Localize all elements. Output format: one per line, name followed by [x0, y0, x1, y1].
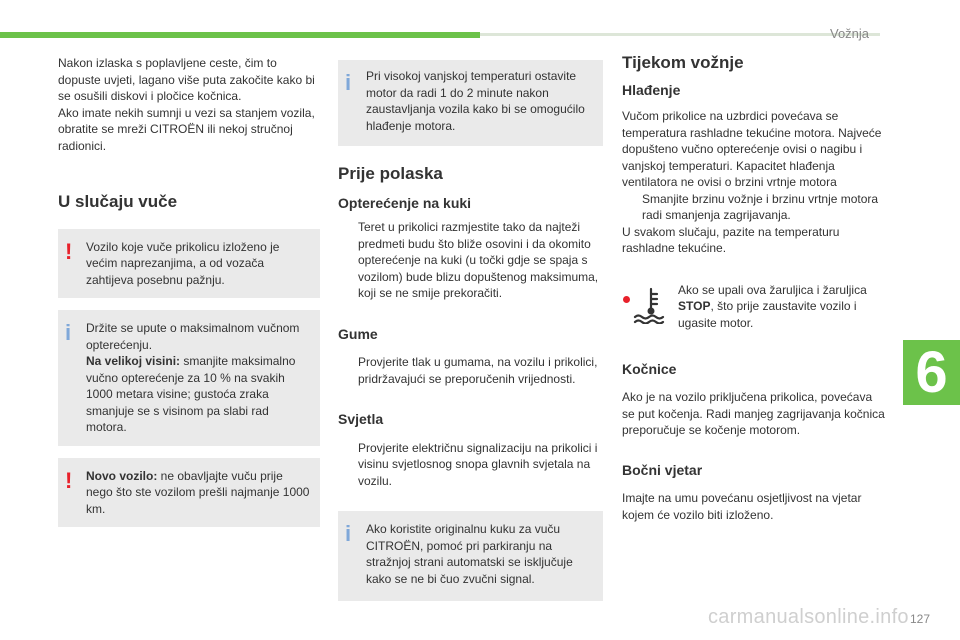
header-bar: [0, 32, 480, 38]
info-text: Držite se upute o maksimalnom vučnom opterećenju.: [86, 321, 300, 352]
new-vehicle-text: [86, 468, 312, 518]
bullet-text: Smanjite brzinu vožnje i brzinu vrtnje motora radi smanjenja zagrijavanja.: [642, 191, 879, 222]
new-vehicle-label: Novo vozilo:: [86, 468, 158, 483]
brakes-heading: Kočnice: [622, 360, 677, 377]
altitude-label: Na velikoj visini:: [86, 354, 181, 368]
cooling-heading: Hlađenje: [622, 81, 681, 98]
coolant-warning-block: [622, 282, 887, 338]
bullet-item: [622, 191, 887, 224]
info-icon: i: [65, 320, 72, 345]
info-text-altitude: [86, 353, 312, 436]
chapter-title: Vožnja: [830, 26, 870, 41]
info-text: Pri visokoj vanjskoj temperaturi ostavite motor da radi 1 do 2 minute nakon zaustavljanja vozila kako bi se omogućilo hlađenje motora.: [366, 69, 585, 133]
warning-box-new-vehicle: [58, 458, 320, 528]
tyres-heading: Gume: [338, 325, 378, 342]
brakes-paragraph: Ako je na vozilo priključena prikolica, povećava se put kočenja. Radi manjeg zagrijavanja kočnica preporučuje se kočenje motorom.: [622, 390, 885, 437]
intro-paragraph-2: Ako imate nekih sumnji u vezi sa stanjem vozila, obratite se mreži CITROËN ili nekoj stručnoj radionici.: [58, 105, 315, 153]
coolant-warning-a: Ako se upali ova žaruljica i žaruljica: [678, 282, 867, 297]
warning-text: Vozilo koje vuče prikolicu izloženo je većim naprezanjima, a od vozača zahtijeva posebnu pažnju.: [86, 239, 280, 287]
info-icon: i: [345, 521, 352, 546]
crosswind-heading: Bočni vjetar: [622, 461, 703, 478]
bullet-item: [338, 354, 603, 387]
column-middle: [338, 60, 603, 601]
altitude-text: smanjite maksimalno vučno opterećenje za 10 % na svakih 1000 metara visine; gustoća zraka smanjuje se s visinom pa slabi rad motora.: [86, 354, 296, 434]
stop-label: STOP: [678, 299, 711, 313]
info-box-load: [58, 310, 320, 446]
bullet-text: Provjerite električnu signalizaciju na prikolici i visinu svjetlosnog snopa glavnih svjetala na vozilu.: [358, 440, 598, 488]
chapter-tab: [903, 340, 960, 405]
crosswind-paragraph: Imajte na umu povećanu osjetljivost na vjetar kojem će vozilo biti izloženo.: [622, 491, 862, 522]
info-box-cooling: [338, 60, 603, 146]
info-icon: i: [345, 70, 352, 95]
warning-box-towing: [58, 229, 320, 299]
bullet-text: Teret u prikolici razmjestite tako da najteži predmeti budu što bliže osovini i da okomito opterećenje na kuki (u točki gdje se spaja s vozilom) bude blizu dopuštenog maksimuma, koji se ne smije prekoračiti.: [358, 220, 599, 300]
warning-icon: !: [65, 467, 73, 493]
chapter-number: 6: [915, 340, 948, 405]
bullet-item: [338, 219, 603, 302]
before-departure-heading: Prije polaska: [338, 164, 443, 183]
info-box-parking-sensors: [338, 511, 603, 601]
column-left: [58, 55, 320, 539]
hitch-load-heading: Opterećenje na kuki: [338, 194, 472, 211]
new-vehicle-body: ne obavljajte vuču prije nego što ste vozilom prešli najmanje 1000 km.: [86, 468, 310, 516]
coolant-paragraph: U svakom slučaju, pazite na temperaturu rashladne tekućine.: [622, 224, 840, 255]
coolant-warning-text: [678, 282, 888, 332]
info-text: Ako koristite originalnu kuku za vuču CITROËN, pomoć pri parkiranju na stražnjoj strani automatski se isključuje kako se ne bi čuo zvučni signal.: [366, 522, 573, 586]
while-driving-heading: Tijekom vožnje: [622, 53, 744, 72]
warning-dot-icon: [623, 296, 630, 303]
bullet-item: [338, 440, 603, 490]
header-bar-line: [480, 33, 880, 36]
watermark: carmanualsonline.info: [708, 606, 909, 628]
page-number: 127: [910, 612, 931, 626]
bullet-text: Provjerite tlak u gumama, na vozilu i prikolici, pridržavajući se preporučenih vrijednosti.: [358, 355, 598, 386]
column-right: [622, 55, 887, 523]
coolant-warning-b: , što prije zaustavite vozilo i ugasite motor.: [678, 299, 857, 330]
lights-heading: Svjetla: [338, 411, 384, 427]
warning-icon: !: [65, 238, 73, 264]
cooling-paragraph: Vučom prikolice na uzbrdici povećava se temperatura rashladne tekućine motora. Najveće dopušteno vučno opterećenje ovisi o nagibu i vanjskoj temperaturi. Kapacitet hlađenja ventilatora ne ovisi o brzini vrtnje motora: [622, 109, 882, 189]
coolant-temperature-icon: [632, 286, 670, 324]
towing-heading: U slučaju vuče: [58, 192, 178, 211]
intro-paragraph: Nakon izlaska s poplavljene ceste, čim to dopuste uvjeti, lagano više puta zakočite kako bi se osušili diskovi i pločice kočnica.: [58, 56, 315, 103]
